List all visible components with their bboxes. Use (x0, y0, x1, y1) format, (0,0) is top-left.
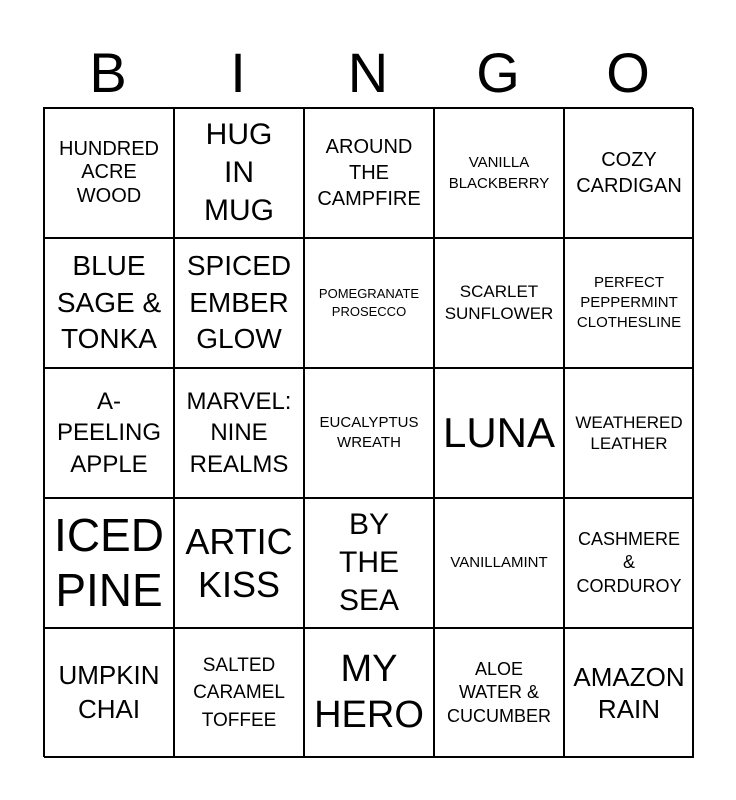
bingo-cell[interactable] (174, 498, 304, 628)
bingo-cell[interactable] (44, 628, 174, 758)
bingo-cell[interactable] (564, 628, 694, 758)
cell-label: HUNDRED ACRE WOOD (59, 137, 159, 207)
bingo-cell[interactable] (564, 498, 694, 628)
bingo-cell[interactable] (174, 108, 304, 238)
bingo-cell[interactable] (564, 238, 694, 368)
header-letter-i: I (230, 41, 246, 104)
cell-label: CASHMERE & CORDUROY (576, 528, 682, 596)
cell-label: A- PEELING APPLE (56, 388, 162, 478)
header-letter-n: N (347, 41, 389, 104)
cell-label: MY HERO (314, 648, 424, 736)
bingo-cell[interactable] (44, 108, 174, 238)
header-letter-b: B (89, 41, 127, 104)
cell-label: PERFECT PEPPERMINT CLOTHESLINE (576, 273, 682, 332)
cell-label: UMPKIN CHAI (58, 660, 160, 724)
bingo-grid (43, 107, 693, 757)
cell-label: MARVEL: NINE REALMS (186, 388, 292, 478)
bingo-cell[interactable] (174, 238, 304, 368)
cell-label: WEATHERED LEATHER (575, 412, 683, 453)
bingo-cell[interactable] (434, 628, 564, 758)
cell-label: SALTED CARAMEL TOFFEE (193, 654, 285, 731)
bingo-cell[interactable] (564, 368, 694, 498)
bingo-cell[interactable] (304, 368, 434, 498)
cell-label: BLUE SAGE & TONKA (56, 250, 162, 355)
bingo-cell[interactable] (174, 628, 304, 758)
bingo-cell[interactable] (434, 368, 564, 498)
cell-label: AMAZON RAIN (573, 661, 685, 724)
header-letter-o: O (606, 41, 650, 104)
cell-label: ICED PINE (54, 508, 164, 616)
bingo-cell[interactable] (174, 368, 304, 498)
cell-label: ALOE WATER & CUCUMBER (446, 658, 551, 726)
bingo-cell[interactable] (44, 498, 174, 628)
cell-label: VANILLA BLACKBERRY (448, 154, 550, 192)
cell-label: VANILLAMINT (450, 554, 548, 572)
bingo-cell[interactable] (304, 498, 434, 628)
cell-label: HUG IN MUG (204, 117, 274, 228)
cell-label: LUNA (442, 409, 556, 457)
bingo-cell[interactable] (434, 238, 564, 368)
header-letter-g: G (476, 41, 520, 104)
bingo-cell[interactable] (304, 628, 434, 758)
bingo-cell[interactable] (44, 238, 174, 368)
bingo-cell[interactable] (434, 498, 564, 628)
cell-label: EUCALYPTUS WREATH (319, 413, 419, 451)
cell-label: POMEGRANATE PROSECCO (318, 285, 420, 319)
cell-label: BY THE SEA (338, 507, 400, 618)
cell-label: SCARLET SUNFLOWER (444, 281, 554, 323)
bingo-cell[interactable] (304, 108, 434, 238)
cell-label: COZY CARDIGAN (576, 149, 682, 197)
cell-label: ARTIC KISS (185, 520, 293, 605)
bingo-cell[interactable] (304, 238, 434, 368)
bingo-cell[interactable] (434, 108, 564, 238)
bingo-cell[interactable] (564, 108, 694, 238)
cell-label: AROUND THE CAMPFIRE (317, 136, 421, 210)
bingo-header (43, 40, 693, 106)
cell-label: SPICED EMBER GLOW (186, 250, 292, 355)
bingo-cell[interactable] (44, 368, 174, 498)
